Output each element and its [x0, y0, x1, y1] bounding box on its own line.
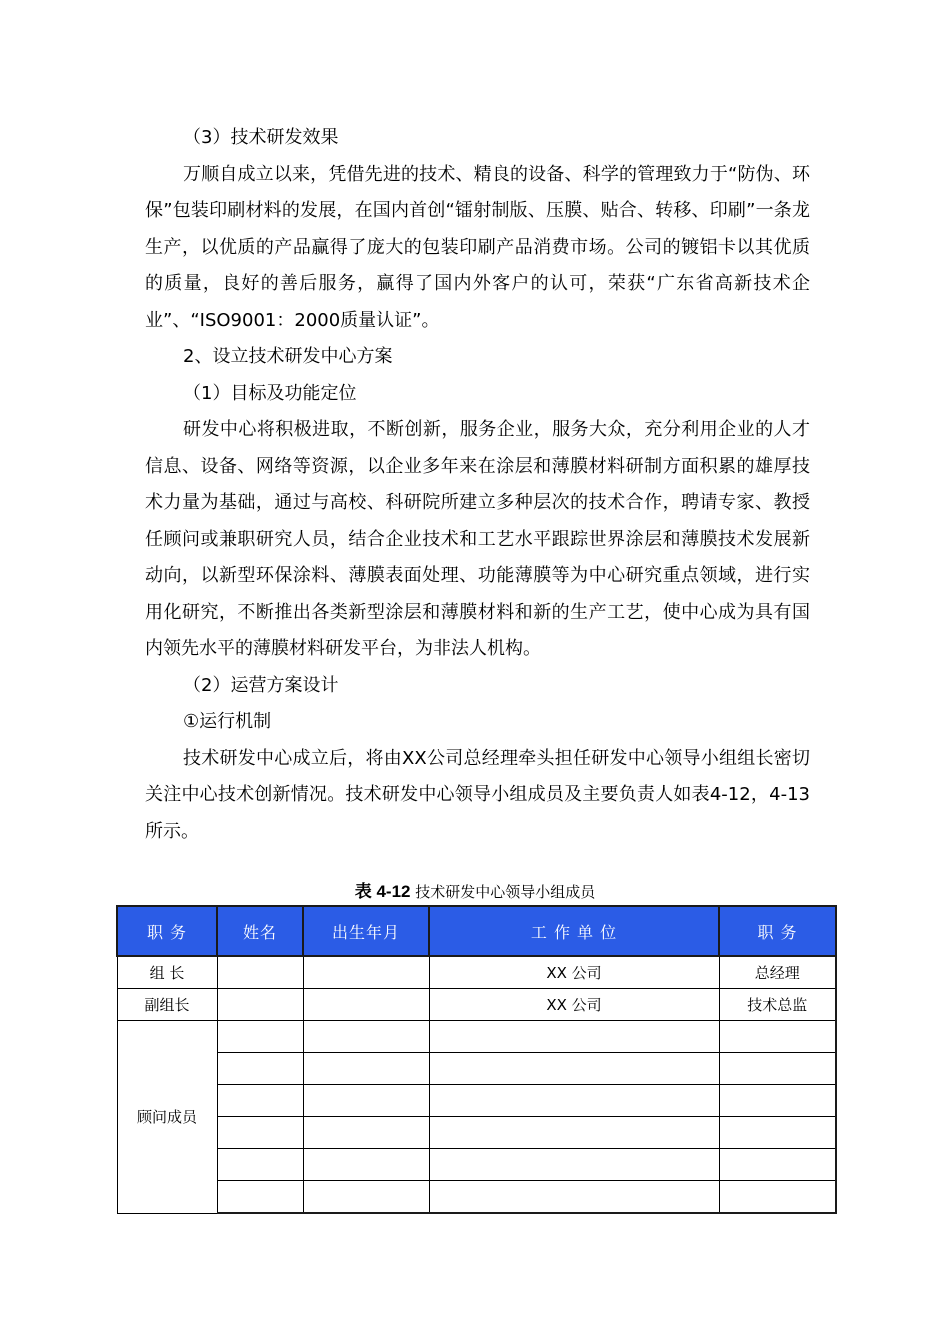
paragraph-effect: 万顺自成立以来，凭借先进的技术、精良的设备、科学的管理致力于“防伪、环保”包装印刷材料的发展，在国内首创“镭射制版、压膜、贴合、转移、印刷”一条龙生产，以优质的产品赢得了庞大的包装印刷产品消费市场。公司的镀铝卡以其优质的质量，良好的善后服务，赢得了国内外客户的认可，荣获“广东省高新技术企业”、“ISO9001：2000质量认证”。	[145, 163, 810, 331]
cell-empty	[303, 1149, 429, 1181]
cell-empty	[719, 1085, 836, 1117]
section-heading-goal: （1）目标及功能定位	[183, 382, 357, 404]
section-heading-mechanism: ①运行机制	[183, 711, 272, 732]
cell-advisor-label: 顾问成员	[117, 1021, 217, 1214]
cell-empty	[303, 1053, 429, 1085]
cell-title: 总经理	[719, 956, 836, 989]
table-row	[117, 1085, 836, 1117]
cell-empty	[719, 1181, 836, 1214]
cell-unit: XX 公司	[429, 989, 719, 1021]
paragraph-goal: 研发中心将积极进取，不断创新，服务企业，服务大众，充分利用企业的人才信息、设备、网络等资源，以企业多年来在涂层和薄膜材料研制方面积累的雄厚技术力量为基础，通过与高校、科研院所建立多种层次的技术合作，聘请专家、教授任顾问或兼职研究人员，结合企业技术和工艺水平跟踪世界涂层和薄膜技术发展新动向，以新型环保涂料、薄膜表面处理、功能薄膜等为中心研究重点领域，进行实用化研究，不断推出各类新型涂层和薄膜材料和新的生产工艺，使中心成为具有国内领先水平的薄膜材料研发平台，为非法人机构。	[145, 419, 810, 659]
table-row	[117, 1053, 836, 1085]
cell-unit: XX 公司	[429, 956, 719, 989]
cell-birth	[303, 956, 429, 989]
cell-empty	[719, 1021, 836, 1053]
cell-empty	[719, 1117, 836, 1149]
cell-empty	[303, 1117, 429, 1149]
table-row	[117, 956, 836, 989]
table-header-row	[117, 906, 836, 956]
cell-empty	[217, 1117, 303, 1149]
header-name: 姓名	[217, 906, 303, 956]
section-heading-center-plan: 2、设立技术研发中心方案	[183, 346, 393, 367]
cell-empty	[217, 1085, 303, 1117]
leadership-table	[116, 905, 837, 1214]
paragraph-mechanism: 技术研发中心成立后，将由XX公司总经理牵头担任研发中心领导小组组长密切关注中心技术创新情况。技术研发中心领导小组成员及主要负责人如表4-12，4-13所示。	[145, 747, 810, 842]
section-heading-operation: （2）运营方案设计	[183, 674, 339, 696]
table-caption-title: 技术研发中心领导小组成员	[410, 883, 596, 901]
cell-empty	[429, 1021, 719, 1053]
cell-empty	[217, 1149, 303, 1181]
cell-name	[217, 989, 303, 1021]
cell-birth	[303, 989, 429, 1021]
cell-empty	[429, 1085, 719, 1117]
cell-empty	[303, 1181, 429, 1214]
cell-name	[217, 956, 303, 989]
header-unit: 工 作 单 位	[429, 906, 719, 956]
table-caption	[0, 878, 950, 906]
header-role: 职 务	[117, 906, 217, 956]
cell-empty	[217, 1181, 303, 1214]
cell-empty	[217, 1053, 303, 1085]
cell-empty	[303, 1021, 429, 1053]
cell-empty	[217, 1021, 303, 1053]
document-body	[145, 120, 810, 850]
cell-role: 组 长	[117, 956, 217, 989]
cell-empty	[429, 1181, 719, 1214]
table-caption-number: 表 4-12	[354, 882, 411, 901]
cell-empty	[429, 1053, 719, 1085]
cell-empty	[719, 1149, 836, 1181]
table-row	[117, 1117, 836, 1149]
table-row	[117, 1181, 836, 1214]
header-birth: 出生年月	[303, 906, 429, 956]
cell-empty	[429, 1149, 719, 1181]
table-row	[117, 1149, 836, 1181]
table-row	[117, 989, 836, 1021]
cell-empty	[303, 1085, 429, 1117]
table-row	[117, 1021, 836, 1053]
cell-empty	[719, 1053, 836, 1085]
cell-empty	[429, 1117, 719, 1149]
section-heading-effect: （3）技术研发效果	[183, 127, 339, 148]
header-title: 职 务	[719, 906, 836, 956]
cell-role: 副组长	[117, 989, 217, 1021]
cell-title: 技术总监	[719, 989, 836, 1021]
